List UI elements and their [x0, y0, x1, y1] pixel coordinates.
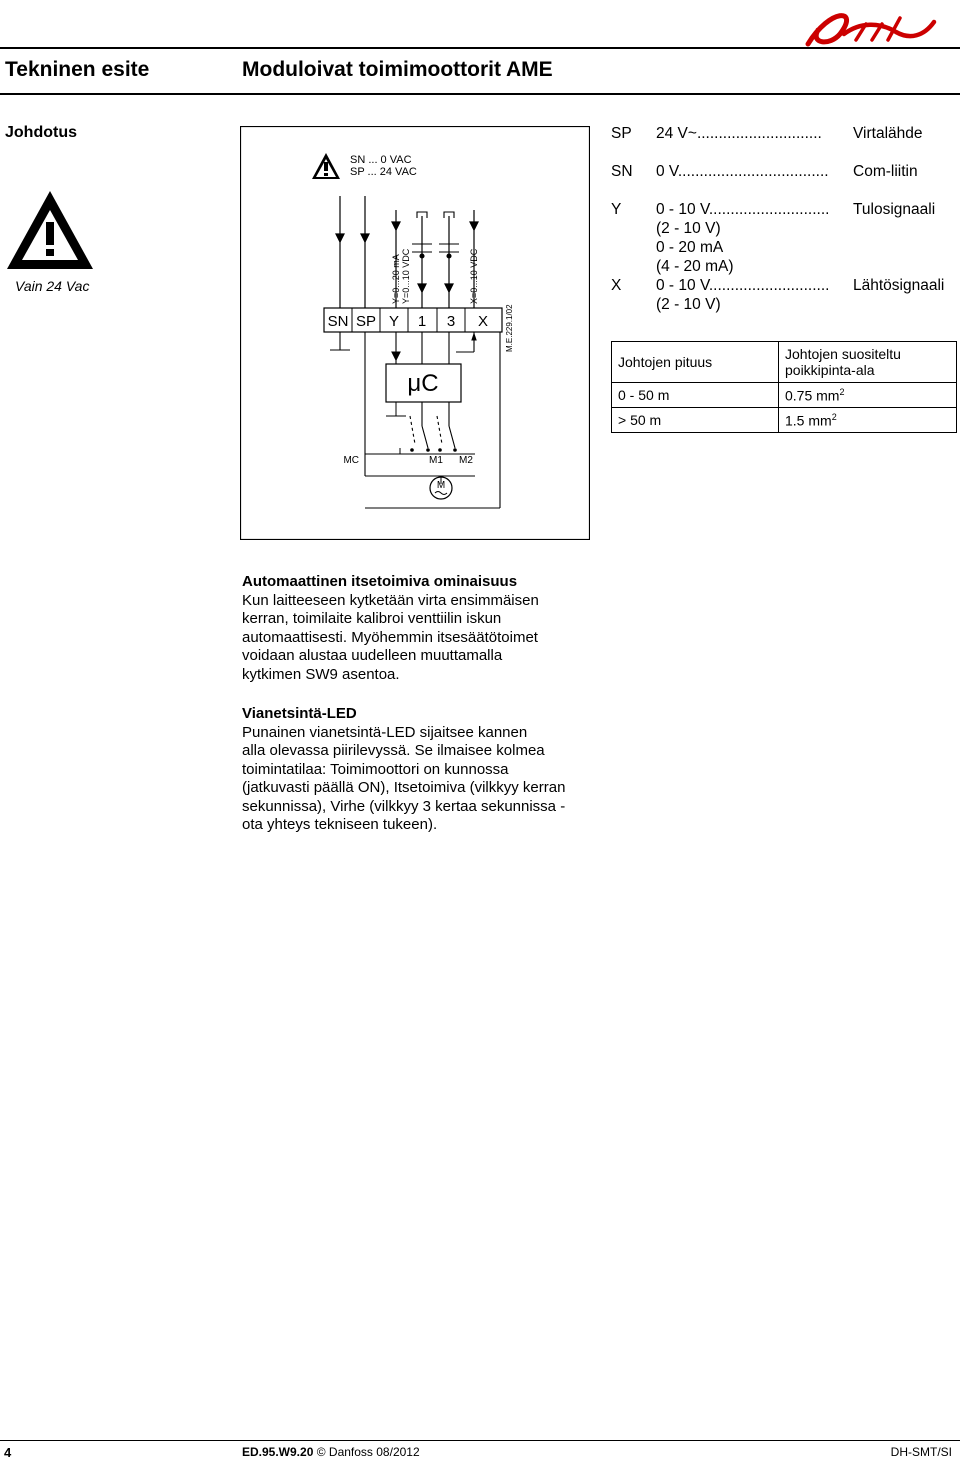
legend-value: 0 - 10 V............................ — [656, 277, 830, 294]
header-rule-top — [0, 47, 960, 49]
terminal-block — [324, 308, 502, 332]
footer-right: DH-SMT/SI — [890, 1445, 952, 1459]
col-header-area: Johtojen suositeltu poikkipinta-ala — [779, 342, 957, 383]
y-label-vdc: Y=0...10 VDC — [401, 248, 411, 304]
cell-area: 1.5 $mm^2$ — [779, 408, 957, 433]
document-title: Moduloivat toimimoottorit AME — [242, 58, 553, 81]
paragraph-line: Punainen vianetsintä-LED sijaitsee kannen — [242, 723, 528, 741]
legend-desc: Lähtösignaali — [853, 277, 945, 294]
paragraph-line: automaattisesti. Myöhemmin itsesäätötoimet — [242, 628, 538, 646]
terminal-sp: SP — [355, 313, 377, 330]
paragraph-line: sekunnissa), Virhe (vilkkyy 3 kertaa sekunnissa - — [242, 797, 566, 815]
terminal-x: X — [477, 313, 489, 330]
section-heading: Automaattinen itsetoimiva ominaisuus — [242, 573, 518, 590]
paragraph-line: kytkimen SW9 asentoa. — [242, 665, 400, 683]
paragraph-line: toimintatilaa: Toimimoottori on kunnossa — [242, 760, 509, 778]
legend-desc: Tulosignaali — [853, 201, 936, 218]
legend-value: 24 V~............................. — [656, 125, 822, 142]
legend-value: (4 - 20 mA) — [656, 258, 734, 275]
legend-key: X — [611, 277, 622, 294]
warning-icon — [4, 188, 96, 272]
terminal-3: 3 — [446, 313, 456, 330]
cable-table — [611, 341, 957, 433]
x-label-vdc: X=0...10 VDC — [469, 248, 479, 304]
controller-label: μC — [407, 370, 439, 397]
warning-line-2: SP ... 24 VAC — [350, 166, 417, 178]
voltage-note: Vain 24 Vac — [15, 278, 90, 294]
terminal-y: Y — [388, 313, 400, 330]
paragraph-line: alla olevassa piirilevyssä. Se ilmaisee kolmea — [242, 742, 545, 759]
section-label: Johdotus — [5, 124, 77, 141]
legend-value: (2 - 10 V) — [656, 296, 721, 313]
motor-label: M — [436, 480, 446, 491]
m1-label: M1 — [429, 455, 443, 466]
terminal-sn: SN — [327, 313, 349, 330]
legend-desc: Com-liitin — [853, 163, 918, 180]
legend-value: 0 V................................... — [656, 163, 829, 180]
footer-rule — [0, 1440, 960, 1441]
section-heading: Vianetsintä-LED — [242, 705, 357, 722]
col-header-length: Johtojen pituus — [612, 342, 779, 383]
table-row — [612, 383, 957, 408]
cell-length: 0 - 50 m — [612, 383, 779, 408]
paragraph-line: Kun laitteeseen kytketään virta ensimmäisen — [242, 591, 539, 609]
paragraph-line: (jatkuvasti päällä ON), Itsetoimiva (vilkkyy kerran — [242, 779, 566, 796]
legend-value: (2 - 10 V) — [656, 220, 721, 237]
paragraph-line: kerran, toimilaite kalibroi venttiilin iskun — [242, 610, 502, 627]
legend-key: Y — [611, 201, 622, 218]
mc-label: MC — [343, 455, 359, 466]
y-label-ma: Y=0...20 mA — [391, 254, 401, 304]
legend-desc: Virtalähde — [853, 125, 923, 142]
legend-key: SP — [611, 125, 632, 142]
legend-key: SN — [611, 163, 633, 180]
warning-line-1: SN ... 0 VAC — [350, 154, 412, 166]
small-warning-icon — [312, 153, 340, 179]
danfoss-logo — [800, 4, 940, 50]
cell-area: 0.75 $mm^2$ — [779, 383, 957, 408]
header-rule-bottom — [0, 93, 960, 95]
paragraph-line: voidaan alustaa uudelleen muuttamalla — [242, 647, 503, 664]
auto-calibration-section — [242, 573, 602, 684]
wiring-diagram — [240, 126, 590, 540]
terminal-1: 1 — [417, 313, 427, 330]
legend-value: 0 - 20 mA — [656, 239, 724, 256]
diagram-ref-code: M.E.229.1/02 — [505, 304, 514, 352]
footer-code: ED.95.W9.20 © Danfoss 08/2012 — [242, 1445, 420, 1459]
led-section — [242, 705, 602, 835]
paragraph-line: ota yhteys tekniseen tukeen). — [242, 816, 438, 833]
document-category: Tekninen esite — [5, 58, 150, 81]
m2-label: M2 — [459, 455, 473, 466]
cell-length: > 50 m — [612, 408, 779, 433]
page-number: 4 — [4, 1445, 12, 1460]
legend-value: 0 - 10 V............................ — [656, 201, 830, 218]
table-row — [612, 408, 957, 433]
